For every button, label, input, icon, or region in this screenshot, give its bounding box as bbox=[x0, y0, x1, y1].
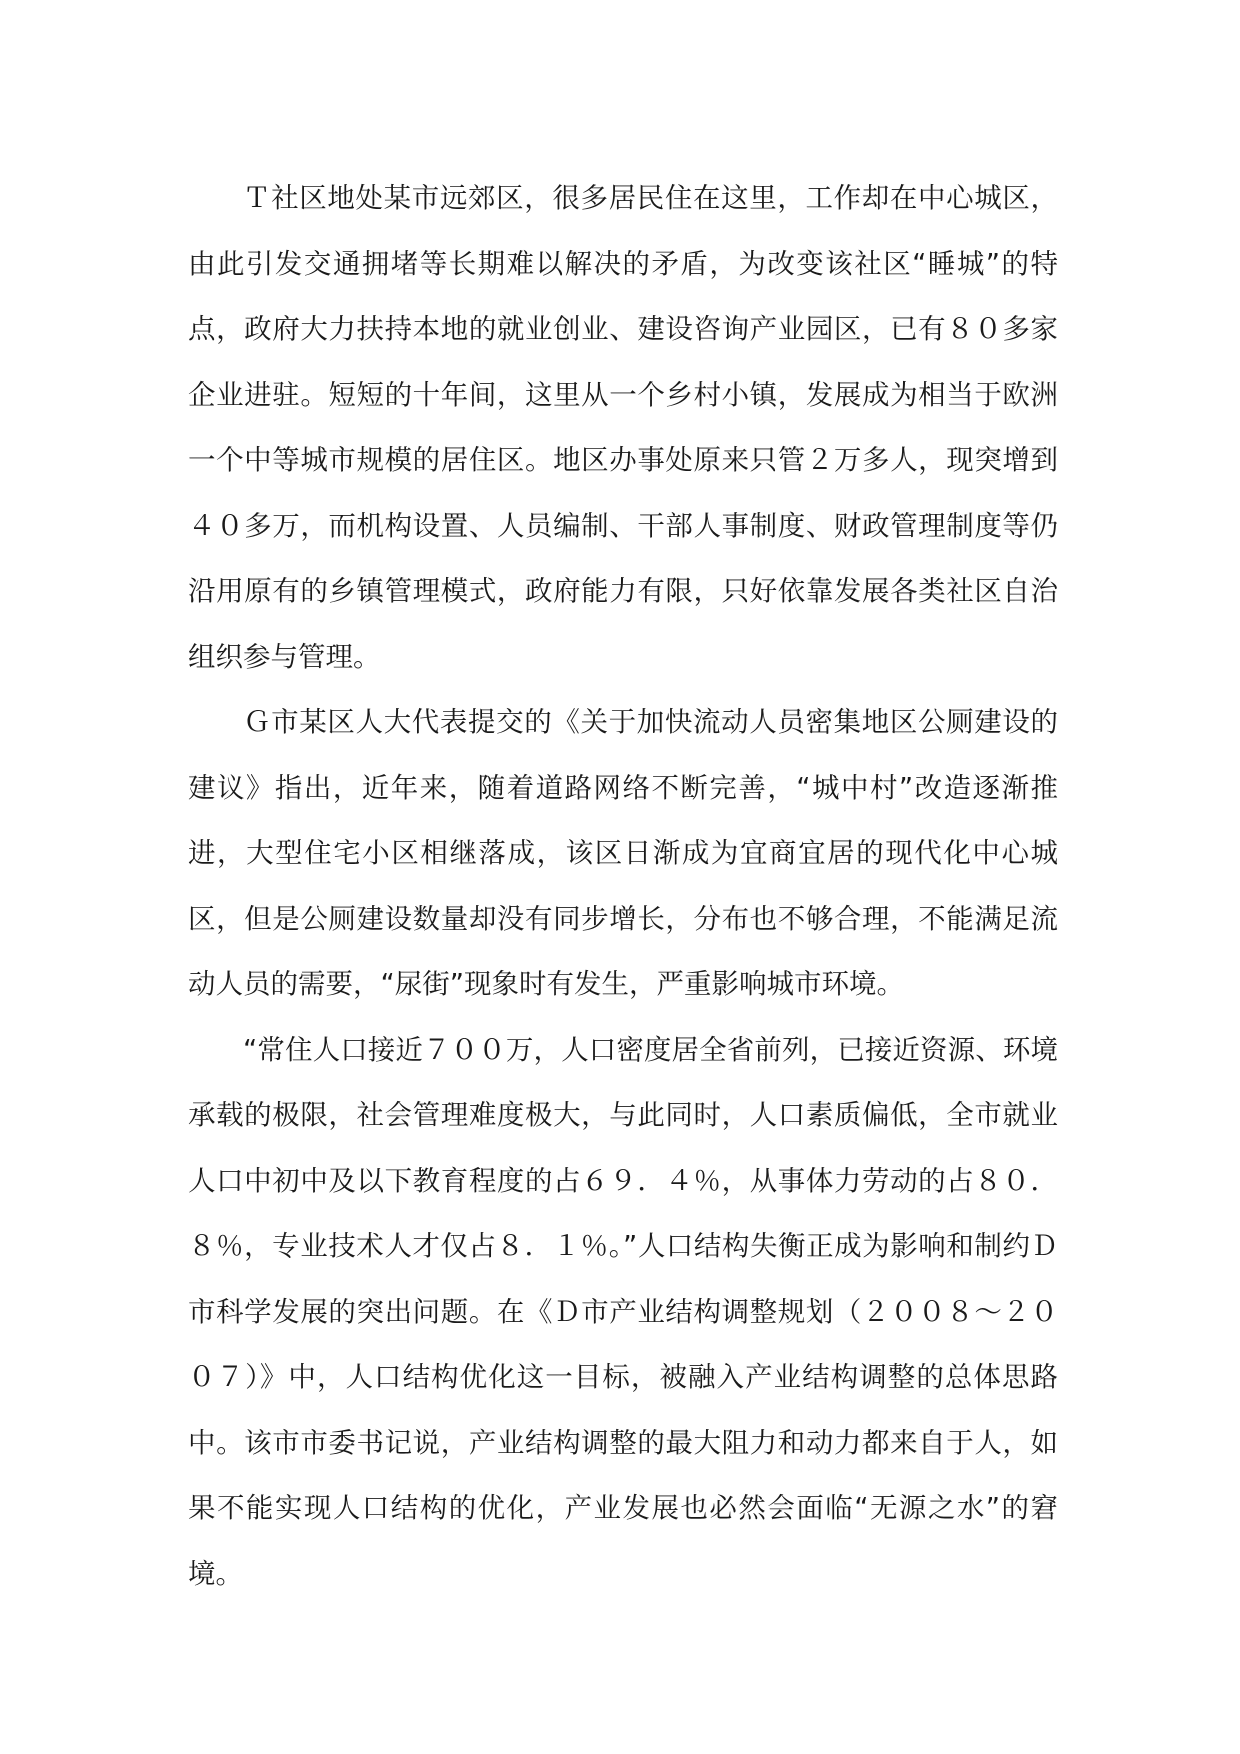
document-body bbox=[188, 166, 1058, 1607]
paragraph-d-city-population: “常住人口接近７００万，人口密度居全省前列，已接近资源、环境承载的极限，社会管理难度极大，与此同时，人口素质偏低，全市就业人口中初中及以下教育程度的占６９．４％，从事体力劳动的占８０．８％，专业技术人才仅占８．１％。”人口结构失衡正成为影响和制约Ｄ市科学发展的突出问题。在《Ｄ市产业结构调整规划（２００８～２００７）》中，人口结构优化这一目标，被融入产业结构调整的总体思路中。该市市委书记说，产业结构调整的最大阻力和动力都来自于人，如果不能实现人口结构的优化，产业发展也必然会面临“无源之水”的窘境。 bbox=[188, 1033, 1058, 1590]
paragraph-g-city-toilets: Ｇ市某区人大代表提交的《关于加快流动人员密集地区公厕建设的建议》指出，近年来，随着道路网络不断完善，“城中村”改造逐渐推进，大型住宅小区相继落成，该区日渐成为宜商宜居的现代化中心城区，但是公厕建设数量却没有同步增长，分布也不够合理，不能满足流动人员的需要，“尿街”现象时有发生，严重影响城市环境。 bbox=[188, 706, 1058, 1000]
paragraph-t-community: Ｔ社区地处某市远郊区，很多居民住在这里，工作却在中心城区，由此引发交通拥堵等长期难以解决的矛盾，为改变该社区“睡城”的特点，政府大力扶持本地的就业创业、建设咨询产业园区，已有８０多家企业进驻。短短的十年间，这里从一个乡村小镇，发展成为相当于欧洲一个中等城市规模的居住区。地区办事处原来只管２万多人，现突增到４０多万，而机构设置、人员编制、干部人事制度、财政管理制度等仍沿用原有的乡镇管理模式，政府能力有限，只好依靠发展各类社区自治组织参与管理。 bbox=[188, 182, 1058, 673]
